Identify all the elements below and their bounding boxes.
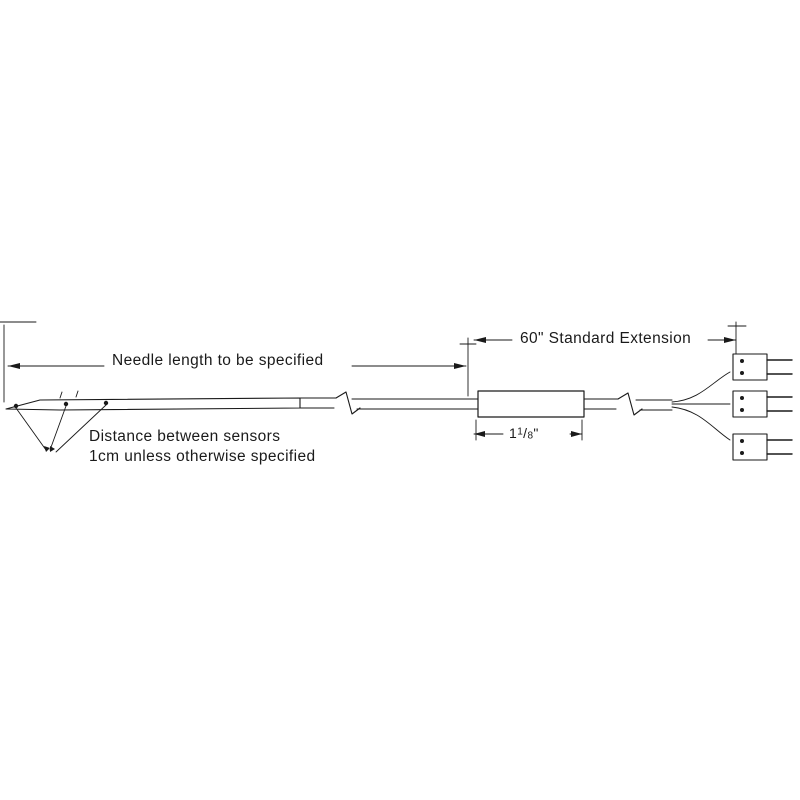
transition-sleeve	[478, 391, 584, 417]
sensor-distance-label-line2: 1cm unless otherwise specified	[89, 448, 316, 465]
connector-plug-2	[733, 391, 792, 417]
sleeve-dimension-numerator: 1	[517, 426, 524, 438]
connector-plug-1	[733, 354, 792, 380]
sleeve-dimension-unit: "	[533, 425, 539, 441]
connector-plug-3	[733, 434, 792, 460]
left-witness-line	[0, 322, 36, 402]
sleeve-dimension-label: $1^1/8$"	[509, 425, 539, 442]
sleeve-dimension-whole: 1	[509, 425, 518, 441]
cable-fanout	[672, 372, 730, 440]
sensor-distance-label-line1: Distance between sensors	[89, 428, 281, 445]
extension-length-label: 60" Standard Extension	[520, 330, 692, 347]
needle-length-label: Needle length to be specified	[112, 352, 324, 369]
needle-shaft	[6, 392, 478, 422]
extension-cable	[584, 393, 672, 415]
sleeve-dimension-denominator: 8	[527, 430, 534, 442]
